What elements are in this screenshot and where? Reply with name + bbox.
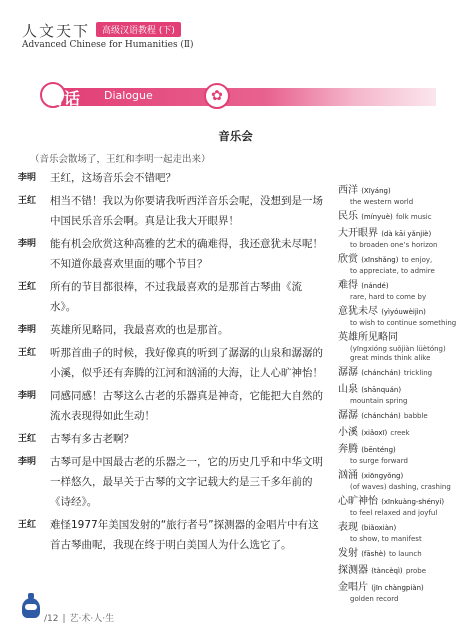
glossary-pinyin: (xīnshǎng) <box>361 256 399 264</box>
glossary-item <box>338 210 458 224</box>
glossary-item <box>338 227 458 250</box>
book-title-cn: 人文天下 <box>22 22 91 40</box>
speaker: 李明 <box>18 391 37 401</box>
speaker: 李明 <box>18 457 37 467</box>
glossary-hanzi: 小溪 <box>338 427 358 438</box>
line-text: 同感同感！古琴这么古老的乐器真是神奇，它能把大自然的流水表现得如此生动！ <box>50 390 323 422</box>
glossary-hanzi: 大开眼界 <box>338 228 378 239</box>
glossary-pinyin: (biǎoxiàn) <box>361 524 397 532</box>
vocabulary-glossary <box>338 184 458 607</box>
glossary-english: to enjoy, <box>401 256 433 264</box>
glossary-pinyin: (nándé) <box>361 282 389 290</box>
dialogue-line <box>18 168 326 188</box>
line-text: 英雄所见略同，我最喜欢的也是那首。 <box>50 324 229 336</box>
glossary-item <box>338 521 458 544</box>
glossary-pinyin: (chánchán) <box>361 412 401 420</box>
glossary-english: to launch <box>388 550 422 558</box>
glossary-definition: (yīngxióng suǒjiàn lüètóng) great minds think alike <box>350 345 446 362</box>
dialogue-line <box>18 452 326 512</box>
glossary-item <box>338 366 458 380</box>
glossary-definition: to broaden one’s horizon <box>350 241 438 249</box>
glossary-item <box>338 443 458 466</box>
glossary-hanzi: 山泉 <box>338 384 358 395</box>
glossary-item <box>338 426 458 440</box>
glossary-definition: to surge forward <box>350 457 408 465</box>
glossary-hanzi: 民乐 <box>338 211 358 222</box>
glossary-item <box>338 409 458 423</box>
glossary-pinyin: (fāshè) <box>361 550 386 558</box>
speaker: 王红 <box>18 282 37 292</box>
dialogue-line <box>18 515 326 555</box>
line-text: 王红，这场音乐会不错吧？ <box>50 172 176 184</box>
glossary-english: probe <box>405 567 427 575</box>
glossary-item <box>338 331 458 363</box>
glossary-definition: (of waves) dashing, crashing <box>350 483 451 491</box>
line-text: 能有机会欣赏这种高雅的艺术的确难得，我还意犹未尽呢！不知道你最喜欢里面的哪个节目？ <box>50 238 323 270</box>
series-badge: 高级汉语教程 (下) <box>96 22 181 37</box>
glossary-pinyin: (jīn chàngpiàn) <box>371 584 424 592</box>
glossary-pinyin: (xiōngyǒng) <box>361 472 404 480</box>
dialogue-line <box>18 429 326 449</box>
page-number: 12 <box>47 614 59 624</box>
glossary-hanzi: 英雄所见略同 <box>338 332 398 343</box>
glossary-pinyin: (chánchán) <box>361 369 401 377</box>
glossary-item <box>338 383 458 406</box>
glossary-pinyin: (xiǎoxī) <box>361 429 388 437</box>
dialogue-body <box>18 168 326 558</box>
glossary-hanzi: 表现 <box>338 522 358 533</box>
glossary-pinyin: (tàncèqì) <box>371 567 403 575</box>
glossary-definition: to show, to manifest <box>350 535 422 543</box>
line-text: 听那首曲子的时候，我好像真的听到了潺潺的山泉和潺潺的小溪，似乎还有奔腾的江河和汹涌的大海，让人心旷神怡！ <box>50 347 323 379</box>
glossary-english: trickling <box>403 369 433 377</box>
glossary-item <box>338 305 458 328</box>
glossary-hanzi: 奔腾 <box>338 444 358 455</box>
speaker: 王红 <box>18 196 37 206</box>
glossary-item <box>338 495 458 518</box>
line-text: 古琴有多古老啊？ <box>50 433 134 445</box>
glossary-pinyin: (xīnkuàng-shényí) <box>381 498 445 506</box>
line-text: 相当不错！我以为你要请我听西洋音乐会呢，没想到是一场中国民乐音乐会啊。真是让我大开眼界！ <box>50 195 323 227</box>
glossary-pinyin: (Xīyáng) <box>361 187 391 195</box>
speaker: 李明 <box>18 173 37 183</box>
speaker: 王红 <box>18 520 37 530</box>
footer-label: 艺·术·人·生 <box>69 614 115 624</box>
vase-icon <box>22 593 40 619</box>
glossary-pinyin: (bēnténg) <box>361 446 396 454</box>
speaker: 王红 <box>18 348 37 358</box>
glossary-hanzi: 心旷神怡 <box>338 496 378 507</box>
glossary-pinyin: (dà kāi yǎnjiè) <box>381 230 432 238</box>
glossary-hanzi: 西洋 <box>338 185 358 196</box>
glossary-item <box>338 581 458 604</box>
page-footer <box>44 611 114 624</box>
glossary-item <box>338 469 458 492</box>
glossary-definition: rare, hard to come by <box>350 293 427 301</box>
dialogue-line <box>18 386 326 426</box>
footer-slash: / <box>44 614 48 624</box>
glossary-hanzi: 潺潺 <box>338 410 358 421</box>
glossary-definition: golden record <box>350 595 399 603</box>
dialogue-line <box>18 320 326 340</box>
book-title-en: Advanced Chinese for Humanities (Ⅱ) <box>22 40 194 50</box>
glossary-definition: to appreciate, to admire <box>350 267 435 275</box>
dialogue-line <box>18 191 326 231</box>
glossary-english: babble <box>403 412 428 420</box>
glossary-hanzi: 潺潺 <box>338 367 358 378</box>
speaker: 王红 <box>18 434 37 444</box>
section-label-cn: 对话 <box>48 89 81 108</box>
dialogue-line <box>18 343 326 383</box>
glossary-hanzi: 难得 <box>338 280 358 291</box>
glossary-hanzi: 汹涌 <box>338 470 358 481</box>
glossary-item <box>338 184 458 207</box>
glossary-hanzi: 意犹未尽 <box>338 306 378 317</box>
glossary-pinyin: (yìyóuwèijìn) <box>381 308 426 316</box>
dialogue-line <box>18 234 326 274</box>
glossary-english: folk music <box>395 213 432 221</box>
glossary-hanzi: 探测器 <box>338 565 368 576</box>
glossary-definition: mountain spring <box>350 397 408 405</box>
section-label-en: Dialogue <box>104 89 153 102</box>
glossary-definition: to feel relaxed and joyful <box>350 509 438 517</box>
glossary-pinyin: (shānquán) <box>361 386 402 394</box>
glossary-item <box>338 564 458 578</box>
line-text: 所有的节目都很棒，不过我最喜欢的是那首古琴曲《流水》。 <box>50 281 302 313</box>
footer-separator: | <box>62 614 66 624</box>
glossary-english: creek <box>390 429 410 437</box>
glossary-item <box>338 253 458 276</box>
glossary-item <box>338 547 458 561</box>
book-header <box>22 20 342 64</box>
flower-icon: ✿ <box>204 83 230 109</box>
glossary-pinyin: (mínyuè) <box>361 213 393 221</box>
glossary-definition: to wish to continue something <box>350 319 457 327</box>
glossary-item <box>338 279 458 302</box>
speaker: 李明 <box>18 325 37 335</box>
glossary-definition: the western world <box>350 198 414 206</box>
section-banner <box>40 88 436 106</box>
speaker: 李明 <box>18 239 37 249</box>
glossary-hanzi: 发射 <box>338 548 358 559</box>
line-text: 古琴可是中国最古老的乐器之一，它的历史几乎和中华文明一样悠久，最早关于古琴的文字记载大约是三千多年前的《诗经》。 <box>50 456 323 508</box>
dialogue-title: 音乐会 <box>218 129 253 143</box>
stage-direction: （音乐会散场了，王红和李明一起走出来） <box>30 154 211 165</box>
glossary-hanzi: 金唱片 <box>338 582 368 593</box>
glossary-hanzi: 欣赏 <box>338 254 358 265</box>
dialogue-line <box>18 277 326 317</box>
line-text: 难怪1977年美国发射的“旅行者号”探测器的金唱片中有这首古琴曲呢，我现在终于明白美国人为什么选它了。 <box>50 519 319 551</box>
